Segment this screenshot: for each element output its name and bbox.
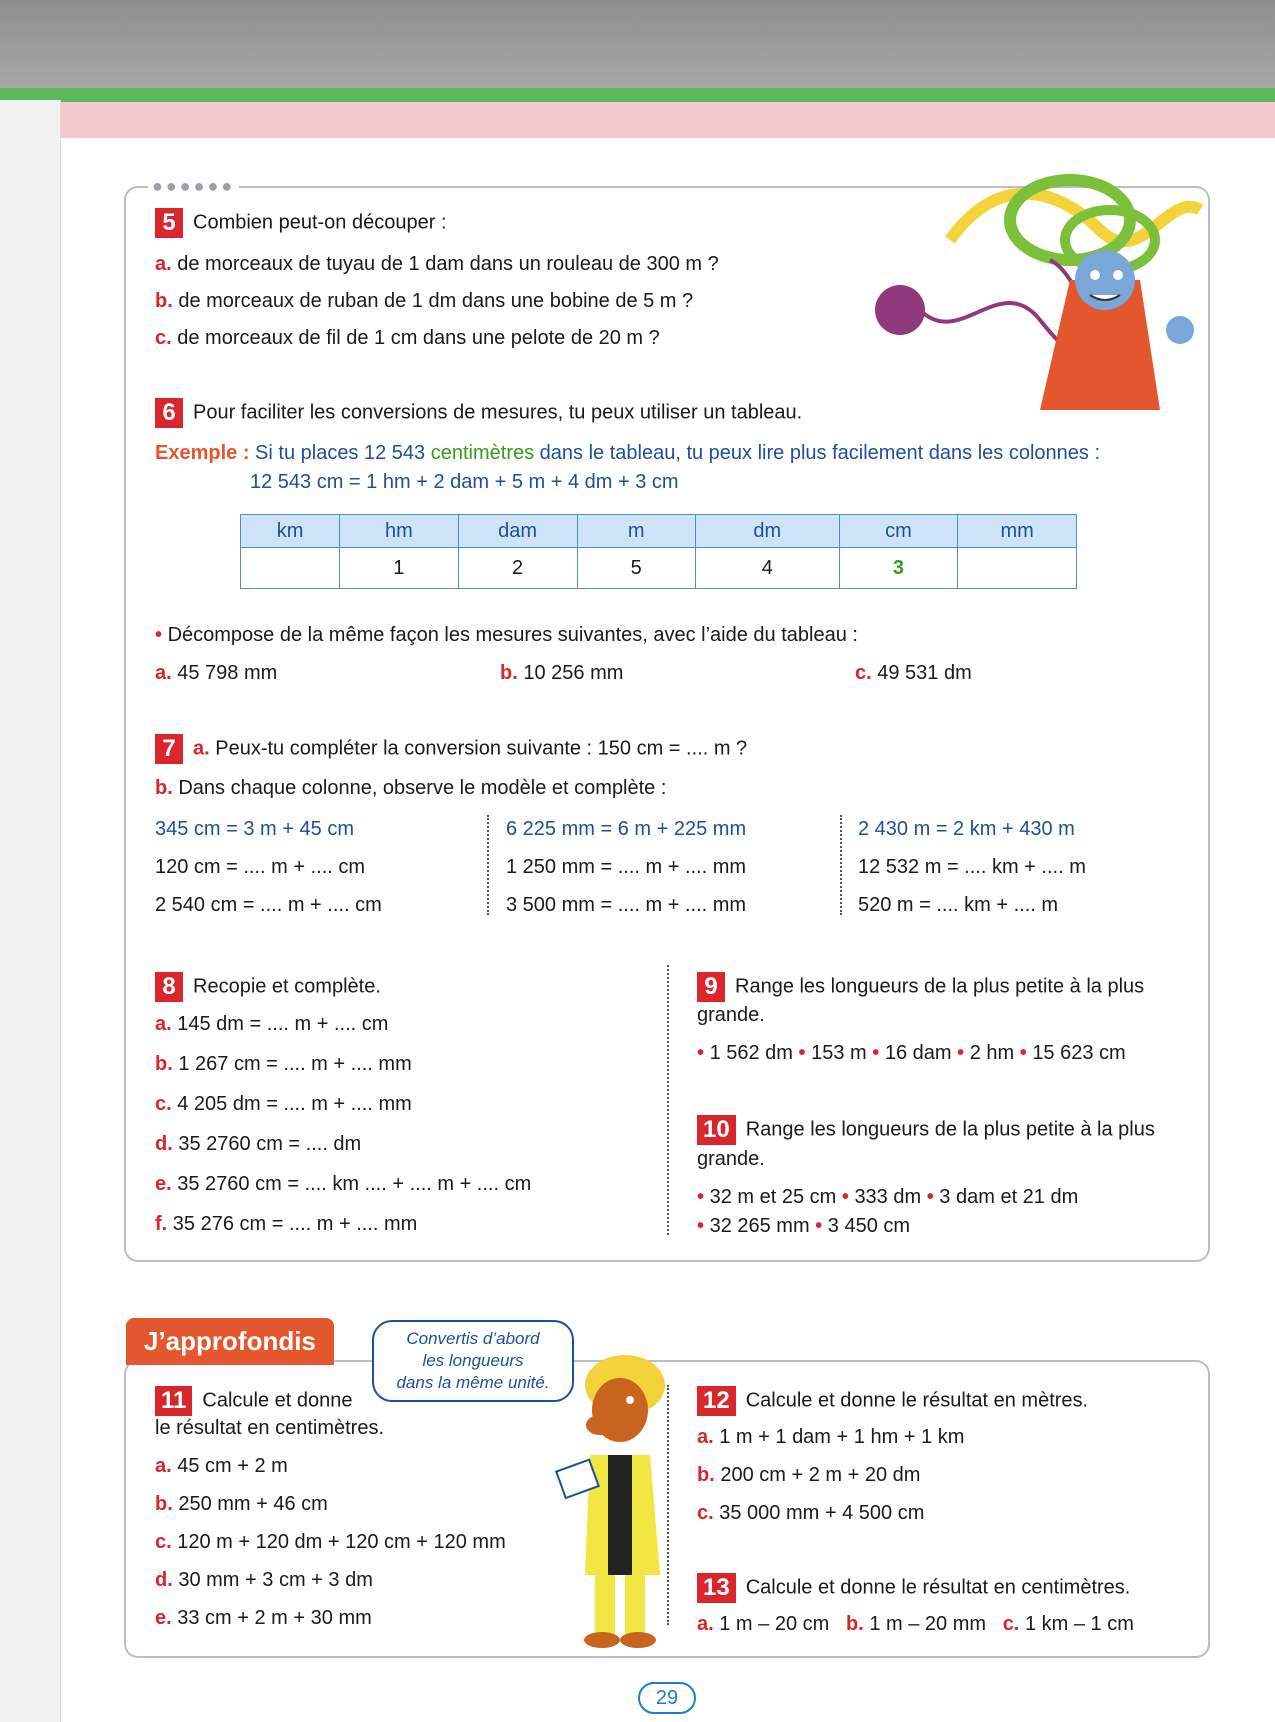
exercise-8-item-f [155,1211,417,1237]
col2-line2: 3 500 mm = .... m + .... mm [506,894,747,916]
item-text: 1 m – 20 cm [719,1613,830,1635]
exercise-6-item-b [500,660,623,686]
item-text: de morceaux de fil de 1 cm dans une pelote de 20 m ? [177,327,660,349]
item-text: 35 2760 cm = .... dm [178,1133,362,1155]
instruction-text: Décompose de la même façon les mesures suivantes, avec l’aide du tableau : [167,624,858,646]
example-text-post: dans le tableau, tu peux lire plus facilement dans les colonnes : [539,442,1101,464]
item-text: 1 m – 20 mm [869,1613,987,1635]
cat-with-yarn-illustration [840,150,1260,420]
header-dm: dm [695,515,839,548]
example-unit: centimètres [430,442,535,464]
col3-line1: 12 532 m = .... km + .... m [858,856,1086,878]
item-letter: a. [155,662,172,684]
example-decomposition: 12 543 cm = 1 hm + 2 dam + 5 m + 4 dm + 3 cm [250,471,679,493]
exercise-10-prompt: Range les longueurs de la plus petite à la plus [745,1118,1155,1141]
item-letter: d. [155,1569,173,1591]
cell-m: 5 [577,548,695,589]
table-header-row [241,515,1077,548]
conversion-table [240,514,1077,589]
exercise-13-items [697,1611,1134,1637]
item-letter: a. [155,1013,172,1035]
exercise-11-number: 11 [155,1386,192,1416]
exercise-13-prompt: Calcule et donne le résultat en centimètres. [745,1576,1131,1599]
exercise-8-item-e [155,1171,531,1197]
item-letter: a. [155,1455,172,1477]
item-text: 1 267 cm = .... m + .... mm [178,1053,412,1075]
exercise-8-item-a [155,1011,388,1037]
exercise-11-item-e [155,1605,372,1631]
item-text: 35 2760 cm = .... km .... + .... m + .... cm [177,1173,532,1195]
header-km: km [241,515,340,548]
exercise-13-title [697,1573,1130,1603]
yarn-ball-icon [875,285,925,335]
exercise-12-item-b [697,1462,920,1488]
length-value: 16 dam [884,1042,952,1064]
col3-line2: 520 m = .... km + .... m [858,894,1059,916]
exercise-9-number: 9 [697,972,725,1002]
length-value: 32 265 mm [709,1215,810,1237]
exercise-6-instruction: • Décompose de la même façon les mesures suivantes, avec l’aide du tableau : [155,624,858,646]
col1-model: 345 cm = 3 m + 45 cm [155,818,354,840]
exercise-8-title [155,972,381,1002]
item-letter: f. [155,1213,168,1235]
exercise-12-item-c [697,1500,924,1526]
column-divider [667,965,669,1235]
item-text: 250 mm + 46 cm [178,1493,328,1515]
exercise-8-item-c [155,1091,412,1117]
exercise-9-prompt-cont: grande. [697,1004,765,1026]
section-tab: J’approfondis [126,1318,334,1365]
item-text: 30 mm + 3 cm + 3 dm [178,1569,373,1591]
item-letter: b. [155,777,173,799]
exercise-8-prompt: Recopie et complète. [193,975,381,998]
length-value: 3 dam et 21 dm [939,1186,1079,1208]
exercise-7-part-a [155,734,747,764]
exercise-11-prompt: Calcule et donne [202,1389,353,1412]
item-text: 4 205 dm = .... m + .... mm [177,1093,412,1115]
exercise-11-title [155,1386,352,1416]
exercise-9-title [697,972,1144,1002]
col3-model: 2 430 m = 2 km + 430 m [858,818,1075,840]
item-text: 33 cm + 2 m + 30 mm [177,1607,372,1629]
item-text: 10 256 mm [523,662,624,684]
cell-dm: 4 [695,548,839,589]
item-text: 35 276 cm = .... m + .... mm [172,1213,418,1235]
facing-page-edge [0,100,61,1722]
cell-mm [958,548,1077,589]
item-letter: c. [1002,1613,1020,1635]
exercise-6-prompt: Pour faciliter les conversions de mesures, tu peux utiliser un tableau. [193,401,803,424]
item-text: 1 km – 1 cm [1024,1613,1134,1635]
exercise-10-row2: • 32 265 mm • 3 450 cm [697,1215,911,1237]
exercise-12-title [697,1386,1088,1416]
header-m: m [577,515,695,548]
col1-line2: 2 540 cm = .... m + .... cm [155,894,382,916]
length-value: 153 m [811,1042,867,1064]
item-letter: a. [155,253,172,275]
item-letter: c. [155,1093,172,1115]
col2-line1: 1 250 mm = .... m + .... mm [506,856,747,878]
exercise-8-item-d [155,1131,361,1157]
cell-hm: 1 [340,548,459,589]
item-text: 35 000 mm + 4 500 cm [719,1502,925,1524]
column-divider [667,1385,669,1625]
frame-dots: ●●●●●● [148,176,239,197]
bubble-line: Convertis d’abord [406,1329,540,1348]
exercise-5-prompt: Combien peut-on découper : [193,211,447,234]
item-letter: b. [500,662,518,684]
item-letter: b. [155,290,173,312]
table-row [241,548,1077,589]
item-text: 45 cm + 2 m [177,1455,288,1477]
exercise-5-item-a [155,251,719,277]
part-a-text: Peux-tu compléter la conversion suivante : 150 cm = .... m ? [215,737,748,760]
item-text: de morceaux de ruban de 1 dm dans une bobine de 5 m ? [178,290,694,312]
col1-line1: 120 cm = .... m + .... cm [155,856,366,878]
item-text: 200 cm + 2 m + 20 dm [720,1464,921,1486]
item-letter: b. [155,1053,173,1075]
exercise-5-title [155,208,447,238]
page-number: 29 [638,1682,696,1714]
col2-model: 6 225 mm = 6 m + 225 mm [506,818,747,840]
exercise-7-number: 7 [155,734,183,764]
length-value: 15 623 cm [1032,1042,1126,1064]
item-letter: a. [697,1426,714,1448]
item-text: 120 m + 120 dm + 120 cm + 120 mm [177,1531,506,1553]
item-letter: e. [155,1173,172,1195]
exercise-6-title [155,398,802,428]
length-value: 333 dm [854,1186,922,1208]
length-value: 1 562 dm [709,1042,793,1064]
exercise-6-number: 6 [155,398,183,428]
exercise-11-item-a [155,1453,288,1479]
exercise-10-title [697,1115,1155,1145]
item-letter: e. [155,1607,172,1629]
exercise-9-values: • 1 562 dm • 153 m • 16 dam • 2 hm • 15 623 cm [697,1042,1126,1064]
exercise-8-number: 8 [155,972,183,1002]
part-b-text: Dans chaque colonne, observe le modèle et complète : [178,777,667,799]
item-letter: c. [155,1531,172,1553]
exercise-10-number: 10 [697,1115,736,1145]
header-cm: cm [839,515,958,548]
cell-km [241,548,340,589]
item-letter: a. [193,737,210,760]
exercise-11-prompt-cont: le résultat en centimètres. [155,1417,384,1439]
exercise-6-item-a [155,660,277,686]
scan-top-edge [0,0,1275,92]
header-dam: dam [458,515,577,548]
exercise-5-item-c [155,325,660,351]
dog-with-notepad-illustration [540,1345,680,1655]
bubble-line: les longueurs [422,1351,524,1370]
item-letter: c. [155,327,172,349]
item-text: 145 dm = .... m + .... cm [177,1013,389,1035]
cell-cm: 3 [839,548,958,589]
column-divider [840,815,842,915]
exercise-6-example [155,440,1100,466]
length-value: 2 hm [969,1042,1015,1064]
exercise-6-item-c [855,660,972,686]
item-letter: a. [697,1613,714,1635]
item-text: de morceaux de tuyau de 1 dam dans un rouleau de 300 m ? [177,253,719,275]
exercise-10-prompt-cont: grande. [697,1148,765,1170]
exercise-7-part-b [155,775,666,801]
item-letter: c. [855,662,872,684]
cell-dam: 2 [458,548,577,589]
item-text: 45 798 mm [177,662,278,684]
exercise-9-prompt: Range les longueurs de la plus petite à la plus [735,975,1145,998]
exercise-12-prompt: Calcule et donne le résultat en mètres. [745,1389,1089,1412]
exercise-12-item-a [697,1424,964,1450]
example-label: Exemple : [155,442,250,464]
exercise-11-item-b [155,1491,328,1517]
item-text: 1 m + 1 dam + 1 hm + 1 km [719,1426,965,1448]
exercise-8-item-b [155,1051,412,1077]
item-letter: c. [697,1502,714,1524]
exercise-12-number: 12 [697,1386,736,1416]
header-hm: hm [340,515,459,548]
green-band [0,88,1275,102]
item-letter: b. [845,1613,864,1635]
bubble-line: dans la même unité. [396,1373,550,1392]
item-letter: d. [155,1133,173,1155]
exercise-11-item-d [155,1567,373,1593]
column-divider [487,815,489,915]
pink-band [0,102,1275,138]
length-value: 32 m et 25 cm [709,1186,837,1208]
header-mm: mm [958,515,1077,548]
item-letter: b. [697,1464,715,1486]
exercise-5-number: 5 [155,208,183,238]
item-letter: b. [155,1493,173,1515]
exercise-11-item-c [155,1529,506,1555]
exercise-13-number: 13 [697,1573,736,1603]
item-text: 49 531 dm [877,662,972,684]
example-text-pre: Si tu places 12 543 [255,442,426,464]
exercise-5-item-b [155,288,693,314]
exercise-10-row1: • 32 m et 25 cm • 333 dm • 3 dam et 21 dm [697,1186,1079,1208]
length-value: 3 450 cm [827,1215,911,1237]
